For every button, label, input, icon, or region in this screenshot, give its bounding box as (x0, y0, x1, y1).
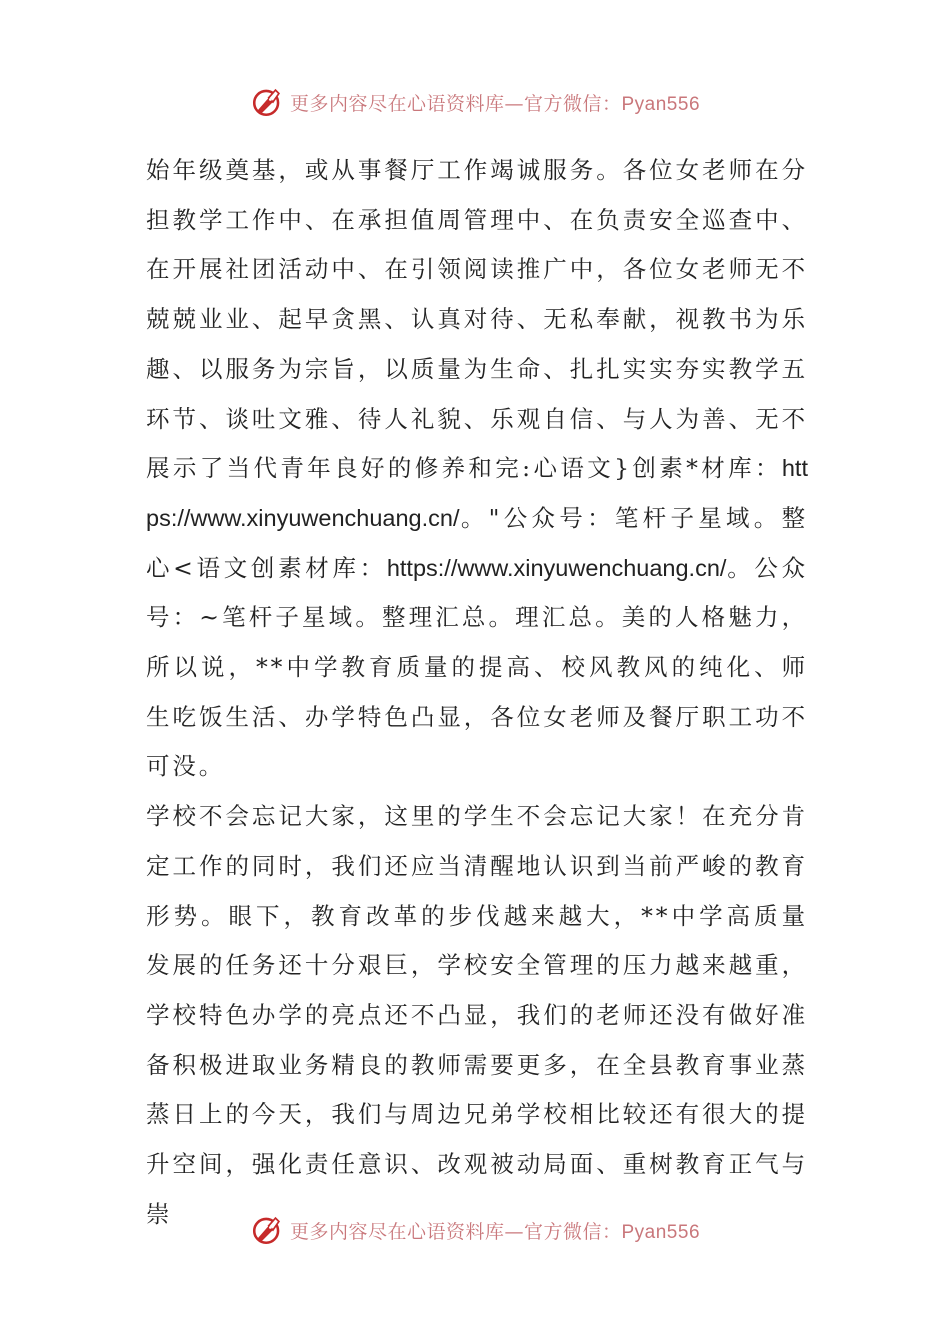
footer-banner-text (290, 1217, 700, 1244)
body-paragraph-2 (146, 792, 808, 1239)
header-banner-text (290, 89, 700, 116)
paragraph-2-text: 学校不会忘记大家，这里的学生不会忘记大家！在充分肯定工作的同时，我们还应当清醒地认识到当前严峻的教育形势。眼下，教育改革的步伐越来越大，**中学高质量发展的任务还十分艰巨，学校安全管理的压力越来越重，学校特色办学的亮点还不凸显，我们的老师还没有做好准备积极进取业务精良的教师需要更多，在全县教育事业蒸蒸日上的今天，我们与周边兄弟学校相比较还有很大的提升空间，强化责任意识、改观被动局面、重树教育正气与崇 (146, 802, 808, 1228)
header-text: 更多内容尽在心语资料库—官方微信： (289, 92, 622, 115)
paragraph-1-text: 始年级奠基，或从事餐厅工作竭诚服务。各位女老师在分担教学工作中、在承担值周管理中、在负责安全巡查中、在开展社团活动中、在引领阅读推广中，各位女老师无不兢兢业业、起早贪黑、认真对待、无私奉献，视教书为乐趣、以服务为宗旨，以质量为生命、扎扎实实夯实教学五环节、谈吐文雅、待人礼貌、乐观自信、与人为善、无不展示了当代青年良好的修养和完:心语文}创素*材库： (146, 156, 808, 483)
paragraph-1-url-2: https://www.xinyuwenchuang.cn/ (386, 554, 727, 581)
body-paragraph-1 (146, 146, 808, 792)
footer-banner (0, 1210, 950, 1250)
document-body (146, 146, 808, 1239)
footer-handle: Pyan556 (621, 1221, 701, 1243)
header-banner (0, 82, 950, 122)
footer-text: 更多内容尽在心语资料库—官方微信： (289, 1220, 622, 1243)
paragraph-1-text: 。公众号：~笔杆子星域。整理汇总。理汇总。美的人格魅力，所以说，**中学教育质量的提高、校风教风的纯化、师生吃饭生活、办学特色凸显，各位女老师及餐厅职工功不可没。 (146, 553, 808, 781)
pen-nib-logo-icon (250, 85, 284, 119)
pen-nib-logo-icon (250, 1213, 284, 1247)
paragraph-1-text: 。"公众号：笔杆子星域。整心<语文创素材库： (146, 503, 808, 582)
header-handle: Pyan556 (621, 93, 701, 115)
paragraph-1-url-1: https://www.xinyuwenchuang.cn/ (146, 455, 808, 531)
